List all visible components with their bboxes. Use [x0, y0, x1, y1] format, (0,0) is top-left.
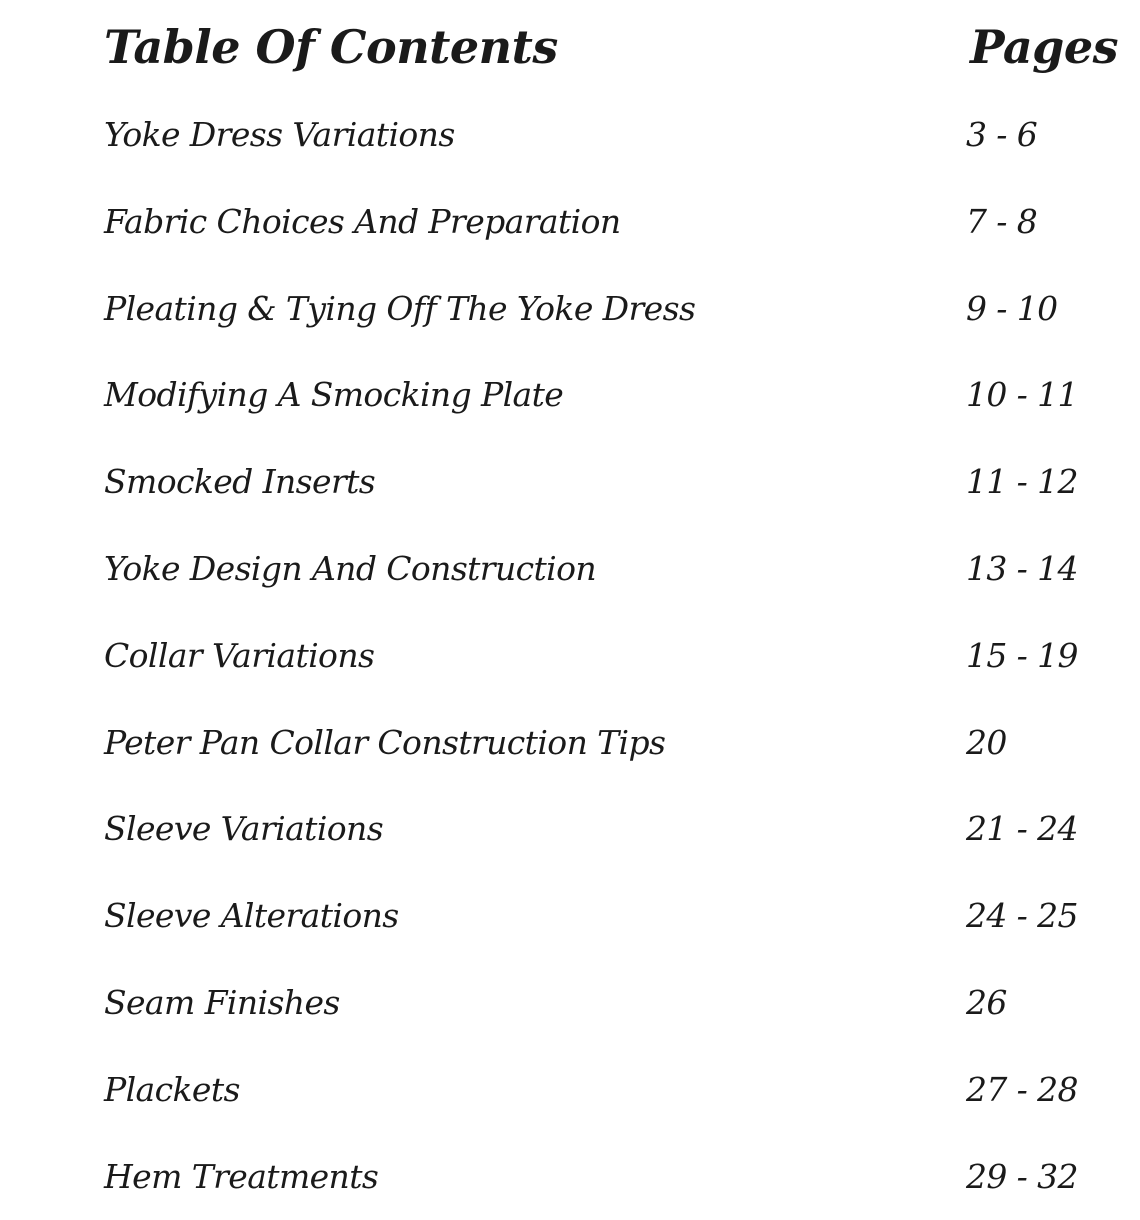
toc-entry-pages: 13 - 14	[966, 548, 1078, 588]
toc-entry-title: Modifying A Smocking Plate	[104, 375, 564, 415]
toc-entry	[104, 179, 1094, 266]
toc-entry-title: Pleating & Tying Off The Yoke Dress	[104, 288, 696, 328]
toc-entry-title: Sleeve Variations	[104, 809, 384, 849]
toc-entry-title: Hem Treatments	[104, 1156, 379, 1196]
toc-entry	[104, 526, 1094, 613]
toc-entry	[104, 613, 1094, 700]
toc-entry-pages: 15 - 19	[966, 635, 1078, 675]
toc-entry-pages: 26	[966, 982, 1007, 1022]
toc-entry-pages: 29 - 32	[966, 1156, 1078, 1196]
toc-entry	[104, 352, 1094, 439]
toc-list	[104, 92, 1094, 1220]
toc-entry	[104, 700, 1094, 787]
toc-entry-pages: 24 - 25	[966, 896, 1078, 936]
toc-entry	[104, 786, 1094, 873]
toc-entry-title: Peter Pan Collar Construction Tips	[104, 722, 666, 762]
toc-entry-pages: 10 - 11	[966, 375, 1078, 415]
toc-entry-title: Sleeve Alterations	[104, 896, 399, 936]
toc-entry-title: Yoke Design And Construction	[104, 548, 597, 588]
toc-entry-pages: 21 - 24	[966, 809, 1078, 849]
toc-entry	[104, 1134, 1094, 1220]
toc-entry-pages: 7 - 8	[966, 201, 1038, 241]
toc-entry-title: Yoke Dress Variations	[104, 115, 455, 154]
toc-entry-pages: 9 - 10	[966, 288, 1058, 328]
toc-entry-pages: 20	[966, 722, 1007, 762]
toc-entry-pages: 27 - 28	[966, 1069, 1078, 1109]
toc-entry	[104, 1047, 1094, 1134]
toc-entry-title: Smocked Inserts	[104, 462, 376, 502]
toc-entry-pages: 3 - 6	[966, 115, 1038, 154]
toc-header	[104, 12, 1118, 82]
toc-entry-title: Seam Finishes	[104, 982, 340, 1022]
pages-column-heading: Pages	[970, 20, 1118, 74]
toc-entry	[104, 873, 1094, 960]
toc-entry	[104, 960, 1094, 1047]
toc-entry	[104, 92, 1094, 179]
toc-entry-title: Fabric Choices And Preparation	[104, 201, 621, 241]
page-title: Table Of Contents	[104, 20, 558, 74]
toc-entry-title: Collar Variations	[104, 635, 375, 675]
toc-entry	[104, 266, 1094, 353]
toc-entry	[104, 439, 1094, 526]
toc-entry-pages: 11 - 12	[966, 462, 1078, 502]
toc-entry-title: Plackets	[104, 1069, 240, 1109]
